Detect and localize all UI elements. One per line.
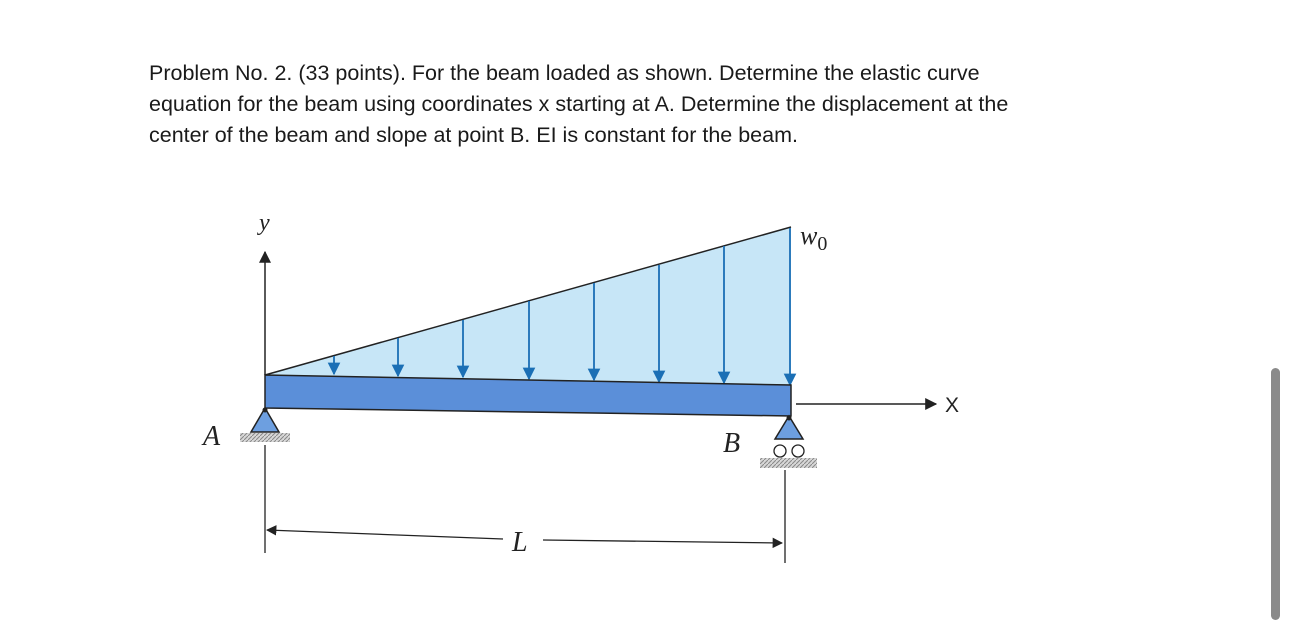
problem-line-2: equation for the beam using coordinates x starting at A. Determine the displacement at the (149, 92, 1009, 116)
problem-line-3: center of the beam and slope at point B. EI is constant for the beam. (149, 123, 798, 147)
w0-label-main: w (800, 221, 818, 250)
roller-support-b (760, 416, 817, 469)
label-a: A (203, 421, 221, 452)
y-axis-label: y (259, 210, 270, 236)
problem-line-1: Problem No. 2. (33 points). For the beam loaded as shown. Determine the elastic curve (149, 61, 980, 85)
w0-label-sub: 0 (817, 233, 828, 255)
pin-support-a (240, 408, 290, 443)
label-l: L (512, 527, 528, 558)
w0-label (800, 221, 827, 255)
label-b: B (723, 428, 741, 459)
distributed-load (265, 227, 791, 385)
x-axis-label: X (945, 394, 960, 417)
vertical-scrollbar[interactable] (1271, 368, 1280, 620)
